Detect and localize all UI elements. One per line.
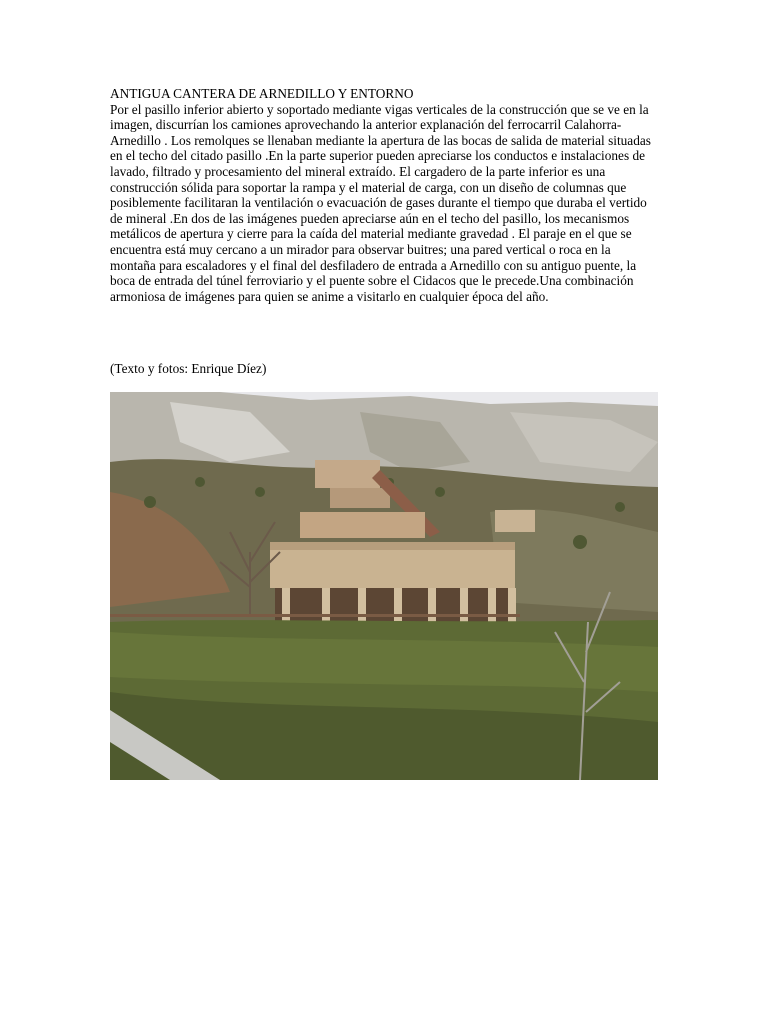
article-title: ANTIGUA CANTERA DE ARNEDILLO Y ENTORNO xyxy=(110,86,414,101)
photo-credit: (Texto y fotos: Enrique Díez) xyxy=(110,361,267,376)
small-hut xyxy=(495,510,535,532)
upper-structure xyxy=(315,460,380,488)
railing xyxy=(110,614,520,617)
middle-structure xyxy=(300,512,425,538)
article-text xyxy=(110,86,658,304)
quarry-photo xyxy=(110,392,658,780)
quarry-photo-illustration xyxy=(110,392,658,780)
article-body: Por el pasillo inferior abierto y soportado mediante vigas verticales de la construcción que se ve en la imagen, discurrían los camiones aprovechando la anterior explanación del ferrocarril Calahorra-Arnedillo . Los remolques se llenaban mediante la apertura de las bocas de salida de material situadas en el techo del citado pasillo .En la parte superior pueden apreciarse los conductos e instalaciones de lavado, filtrado y procesamiento del mineral extraído. El cargadero de la parte inferior es una construcción sólida para soportar la rampa y el material de carga, con un diseño de columnas que posiblemente facilitaran la ventilación o evacuación de gases durante el tiempo que duraba el vertido de mineral .En dos de las imágenes pueden apreciarse aún en el techo del pasillo, los mecanismos metálicos de apertura y cierre para la caída del material mediante gravedad . El paraje en el que se encuentra está muy cercano a un mirador para observar buitres; una pared vertical o roca en la montaña para escaladores y el final del desfiladero de entrada a Arnedillo con su antiguo puente, la boca de entrada del túnel ferroviario y el puente sobre el Cidacos que le precede.Una combinación armoniosa de imágenes para quien se anime a visitarlo en cualquier época del año. xyxy=(110,101,651,304)
